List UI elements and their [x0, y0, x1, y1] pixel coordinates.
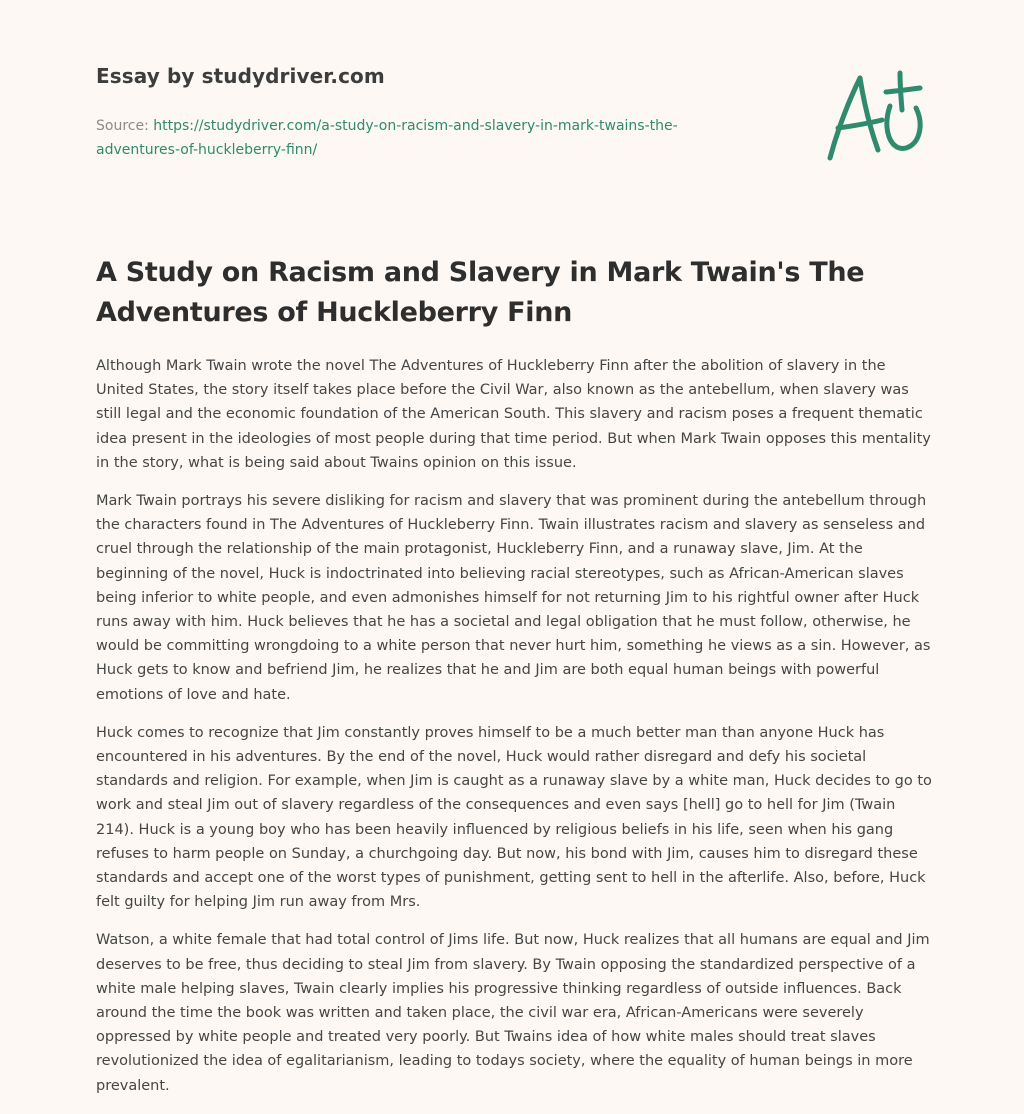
source-label: Source: — [96, 118, 149, 134]
article-paragraph: Although Mark Twain wrote the novel The Adventures of Huckleberry Finn after the abolition of slavery in the United States, the story itself takes place before the Civil War, also known as the antebellum, when slavery was still legal and the economic foundation of the American South. This slavery and racism poses a frequent thematic idea present in the ideologies of most people during that time period. But when Mark Twain opposes this mentality in the story, what is being said about Twains opinion on this issue. — [96, 358, 931, 471]
source-link-line1: https://studydriver.com/a-study-on-racism-and-slavery-in-mark-twains-the- — [153, 118, 678, 134]
article-paragraph: Mark Twain portrays his severe disliking for racism and slavery that was prominent during the antebellum through the characters found in The Adventures of Huckleberry Finn. Twain illustrates racism and slavery as senseless and cruel through the relationship of the main protagonist, Huckleberry Finn, and a runaway slave, Jim. At the beginning of the novel, Huck is indoctrinated into believing racial stereotypes, such as African-American slaves being inferior to white people, and even admonishes himself for not returning Jim to his rightful owner after Huck runs away with him. Huck believes that he has a societal and legal obligation that he must follow, otherwise, he would be committing wrongdoing to a white person that never hurt him, something he views as a sin. However, as Huck gets to know and befriend Jim, he realizes that he and Jim are both equal human beings with powerful emotions of love and hate. — [96, 493, 931, 703]
source-link-line2: adventures-of-huckleberry-finn/ — [96, 142, 318, 158]
source-line — [96, 114, 796, 162]
site-brand: Essay by studydriver.com — [96, 64, 385, 88]
source-link[interactable] — [96, 118, 678, 158]
article-paragraph: Huck comes to recognize that Jim constantly proves himself to be a much better man than anyone Huck has encountered in his adventures. By the end of the novel, Huck would rather disregard and defy his societal standards and religion. For example, when Jim is caught as a runaway slave by a white man, Huck decides to go to work and steal Jim out of slavery regardless of the consequences and even says [hell] go to hell for Jim (Twain 214). Huck is a young boy who has been heavily influenced by religious beliefs in his life, seen when his gang refuses to harm people on Sunday, a churchgoing day. But now, his bond with Jim, causes him to disregard these standards and accept one of the worst types of punishment, getting sent to hell in the afterlife. Also, before, Huck felt guilty for helping Jim run away from Mrs. — [96, 724, 932, 911]
a-plus-logo-icon — [820, 68, 930, 164]
article-body — [96, 354, 936, 1112]
article-paragraph: Watson, a white female that had total control of Jims life. But now, Huck realizes that all humans are equal and Jim deserves to be free, thus deciding to steal Jim from slavery. By Twain opposing the standardized perspective of a white male helping slaves, Twain clearly implies his progressive thinking regardless of outside influences. Back around the time the book was written and taken place, the civil war era, African-Americans were severely oppressed by white people and treated very poorly. But Twains idea of how white males should treat slaves revolutionized the idea of egalitarianism, leading to todays society, where the equality of human beings in more prevalent. — [96, 932, 930, 1094]
page-header — [96, 64, 796, 162]
article-title: A Study on Racism and Slavery in Mark Twain's The Adventures of Huckleberry Finn — [96, 257, 865, 328]
